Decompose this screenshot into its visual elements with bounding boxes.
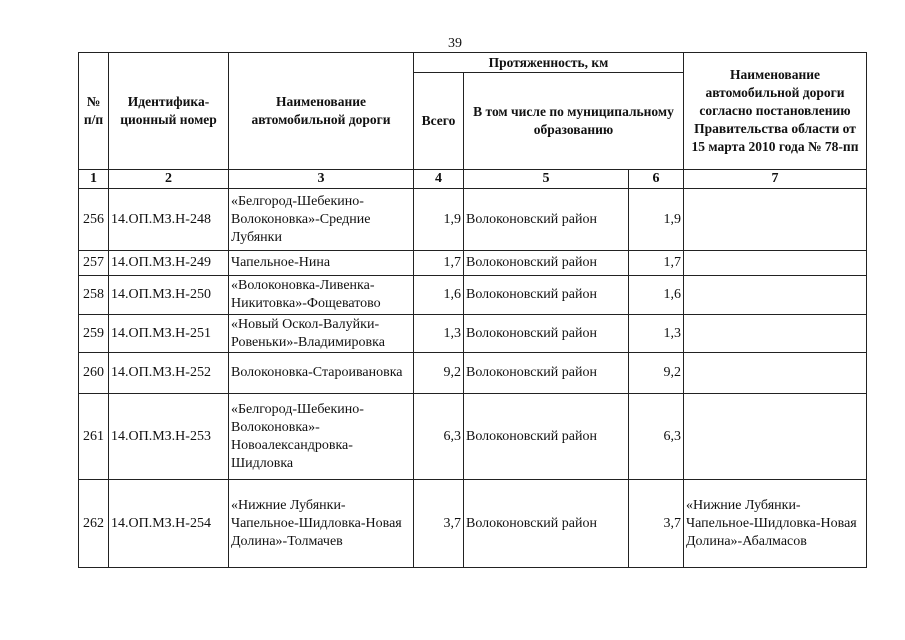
district-length: 1,9 [629,189,684,251]
district: Волоконовский район [464,189,629,251]
road-name: «Новый Оскол-Валуйки-Ровеньки»-Владимировка [229,315,414,353]
road-name: Чапельное-Нина [229,251,414,276]
row-number: 256 [79,189,109,251]
header-num: № п/п [79,53,109,170]
row-number: 258 [79,276,109,315]
length-total: 3,7 [414,480,464,568]
table-row [79,394,867,480]
decree-name [684,315,867,353]
road-id: 14.ОП.МЗ.Н-254 [109,480,229,568]
header-ident: Идентифика-ционный номер [109,53,229,170]
decree-name [684,353,867,394]
row-number: 261 [79,394,109,480]
road-id: 14.ОП.МЗ.Н-252 [109,353,229,394]
column-number: 2 [109,170,229,189]
column-numbers-row [79,170,867,189]
header-length: Протяженность, км [414,53,684,73]
road-id: 14.ОП.МЗ.Н-251 [109,315,229,353]
header-name: Наименование автомобильной дороги [229,53,414,170]
district-length: 6,3 [629,394,684,480]
road-name: Волоконовка-Староивановка [229,353,414,394]
column-number: 3 [229,170,414,189]
column-number: 4 [414,170,464,189]
road-id: 14.ОП.МЗ.Н-253 [109,394,229,480]
road-name: «Волоконовка-Ливенка-Никитовка»-Фощеватово [229,276,414,315]
column-number: 5 [464,170,629,189]
column-number: 7 [684,170,867,189]
district: Волоконовский район [464,353,629,394]
column-number: 1 [79,170,109,189]
decree-name [684,251,867,276]
road-id: 14.ОП.МЗ.Н-248 [109,189,229,251]
road-name: «Белгород-Шебекино-Волоконовка»-Новоалександровка-Шидловка [229,394,414,480]
length-total: 1,3 [414,315,464,353]
header-municipal: В том числе по муниципальному образованию [464,73,684,170]
page-number: 39 [448,36,462,51]
road-id: 14.ОП.МЗ.Н-249 [109,251,229,276]
district-length: 9,2 [629,353,684,394]
district: Волоконовский район [464,251,629,276]
length-total: 1,7 [414,251,464,276]
decree-name [684,276,867,315]
row-number: 259 [79,315,109,353]
table-row [79,251,867,276]
district: Волоконовский район [464,480,629,568]
table-row [79,480,867,568]
road-id: 14.ОП.МЗ.Н-250 [109,276,229,315]
header-decree-name: Наименование автомобильной дороги согласно постановлению Правительства области от 15 марта 2010 года № 78-пп [684,53,867,170]
roads-table [78,52,867,568]
length-total: 6,3 [414,394,464,480]
district-length: 3,7 [629,480,684,568]
table-row [79,189,867,251]
row-number: 262 [79,480,109,568]
length-total: 9,2 [414,353,464,394]
road-name: «Белгород-Шебекино-Волоконовка»-Средние Лубянки [229,189,414,251]
district: Волоконовский район [464,315,629,353]
district-length: 1,6 [629,276,684,315]
row-number: 257 [79,251,109,276]
column-number: 6 [629,170,684,189]
district-length: 1,3 [629,315,684,353]
decree-name [684,189,867,251]
district: Волоконовский район [464,276,629,315]
district-length: 1,7 [629,251,684,276]
table-row [79,353,867,394]
length-total: 1,9 [414,189,464,251]
row-number: 260 [79,353,109,394]
decree-name: «Нижние Лубянки-Чапельное-Шидловка-Новая Долина»-Абалмасов [684,480,867,568]
road-name: «Нижние Лубянки-Чапельное-Шидловка-Новая Долина»-Толмачев [229,480,414,568]
district: Волоконовский район [464,394,629,480]
header-total: Всего [414,73,464,170]
table-row [79,276,867,315]
length-total: 1,6 [414,276,464,315]
decree-name [684,394,867,480]
table-row [79,315,867,353]
